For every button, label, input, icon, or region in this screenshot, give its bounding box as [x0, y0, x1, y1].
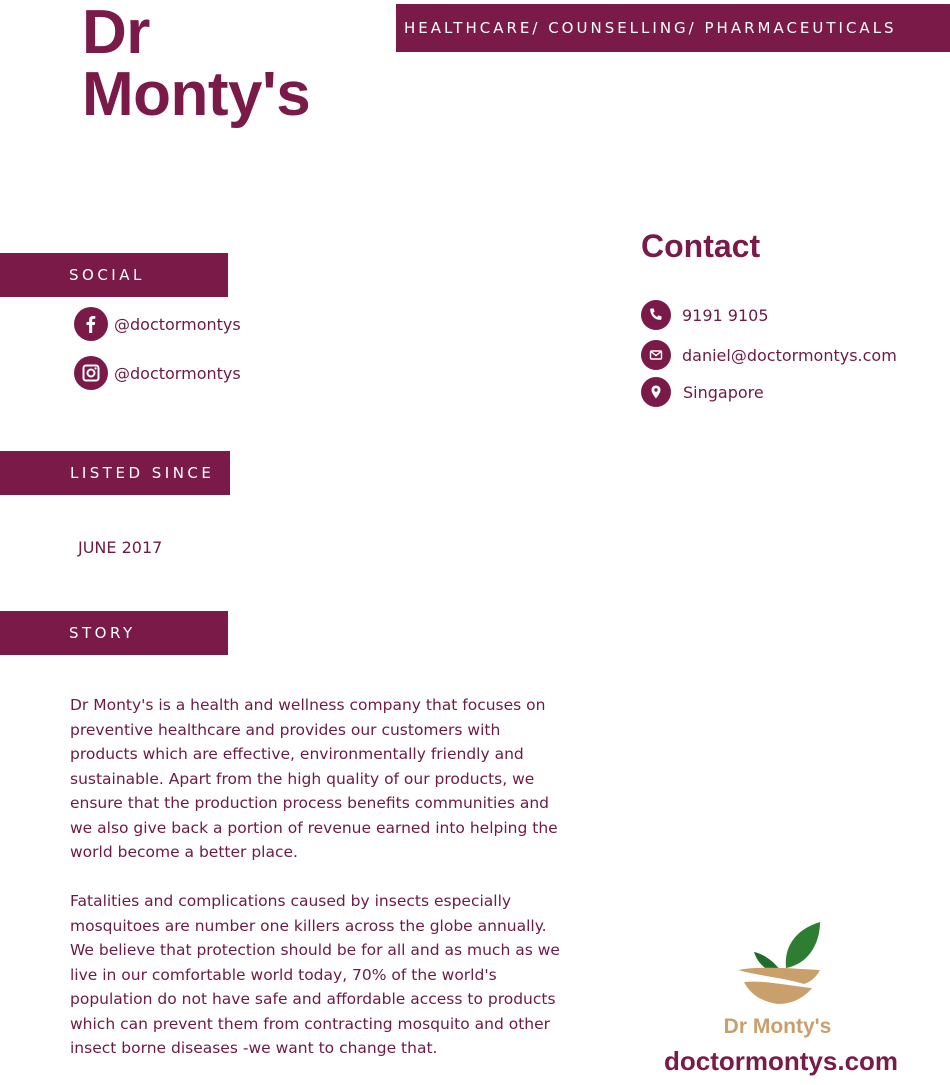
listed-since-heading: LISTED SINCE — [0, 451, 230, 495]
social-instagram[interactable] — [74, 356, 241, 390]
category-banner: HEALTHCARE/ COUNSELLING/ PHARMACEUTICALS — [396, 4, 950, 52]
page-title — [82, 0, 311, 129]
contact-heading: Contact — [641, 228, 761, 264]
logo-brand-name: Dr Monty's — [723, 1015, 832, 1038]
listed-since-value: JUNE 2017 — [78, 538, 163, 557]
email-icon — [641, 340, 671, 370]
instagram-icon — [74, 356, 108, 390]
social-facebook[interactable] — [74, 307, 241, 341]
contact-location — [641, 377, 764, 407]
instagram-handle: @doctormontys — [114, 363, 241, 383]
website-link[interactable]: doctormontys.com — [664, 1046, 899, 1076]
leaf-logo-icon — [728, 918, 828, 1010]
phone-icon — [641, 300, 671, 330]
contact-phone[interactable] — [641, 300, 769, 330]
phone-number: 9191 9105 — [682, 305, 769, 325]
brand-logo — [728, 918, 828, 1010]
location-text: Singapore — [683, 382, 764, 402]
email-address: daniel@doctormontys.com — [682, 345, 897, 365]
title-line-2: Monty's — [82, 60, 311, 129]
story-heading: STORY — [0, 611, 228, 655]
story-paragraph-1: Dr Monty's is a health and wellness company that focuses on preventive healthcare and provides our customers with products which are effective, environmentally friendly and sustainable. Apart from the high quality of our products, we ensure that the production process benefits communities and we also give back a portion of revenue earned into helping the world become a better place. — [70, 696, 558, 861]
facebook-handle: @doctormontys — [114, 314, 241, 334]
location-pin-icon — [641, 377, 671, 407]
title-line-1: Dr — [82, 0, 150, 67]
facebook-icon — [74, 307, 108, 341]
social-heading: SOCIAL — [0, 253, 228, 297]
contact-email[interactable] — [641, 340, 897, 370]
story-paragraph-2: Fatalities and complications caused by insects especially mosquitoes are number one killers across the globe annually. We believe that protection should be for all and as much as we live in our comfortable world today, 70% of the world's population do not have safe and affordable access to products which can prevent them from contracting mosquito and other insect borne diseases -we want to change that. — [70, 892, 560, 1057]
